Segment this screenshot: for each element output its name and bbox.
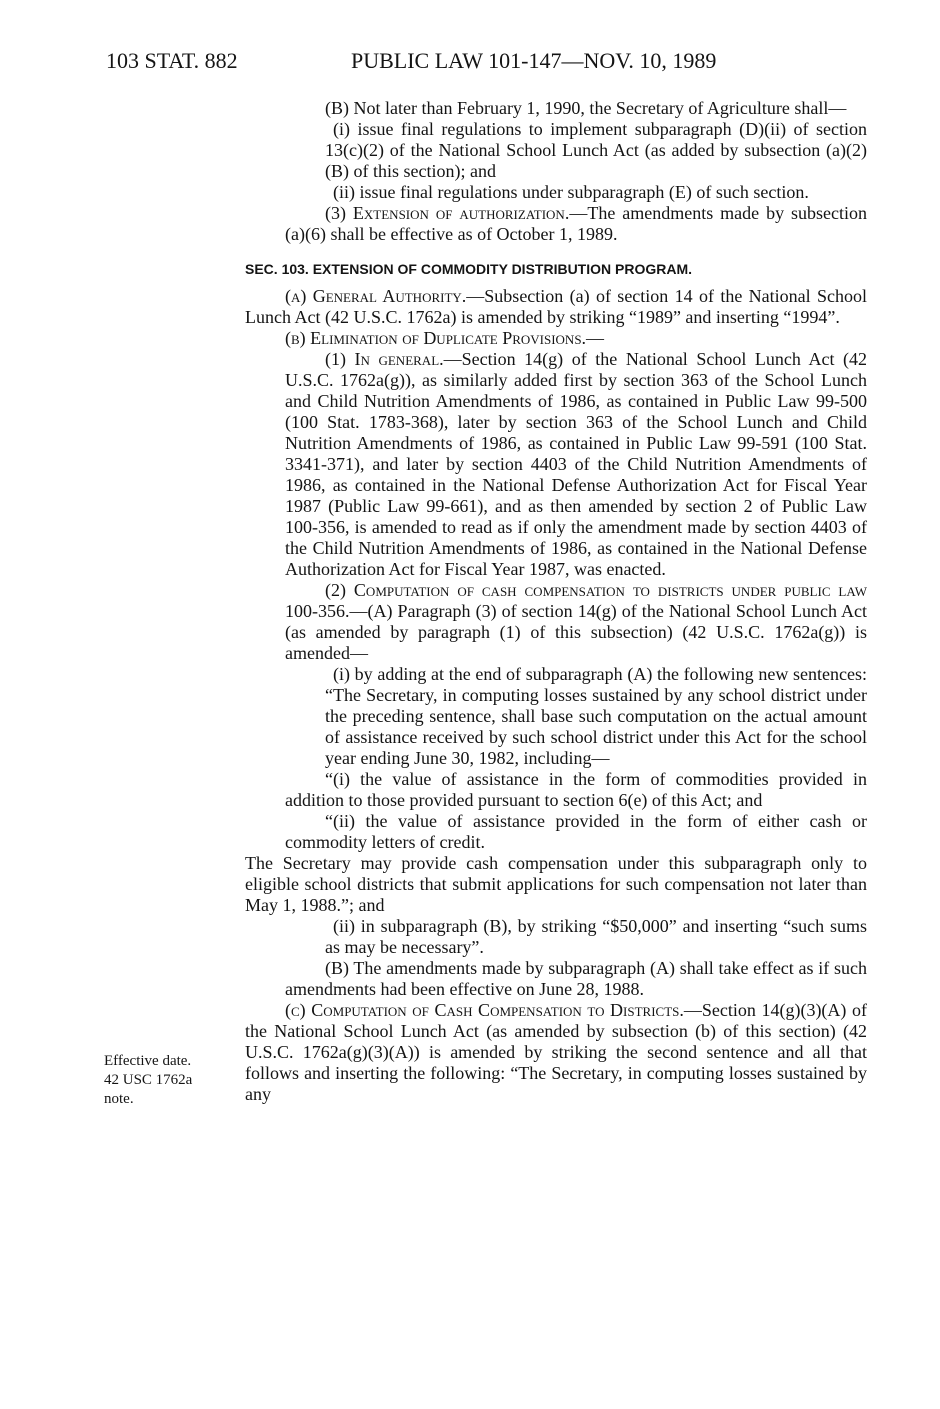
subsection-c-heading: (c) Computation of Cash Compensation to Districts. bbox=[285, 1000, 684, 1020]
paragraph-b1-text: —Section 14(g) of the National School Lunch Act (42 U.S.C. 1762a(g)), as similarly added first by section 363 of the School Lunch and Child Nutrition Amendments of 1986, as contained in Public Law 99-500 (100 Stat. 1783-368), later by section 363 of the School Lunch and Child Nutrition Amendments of 1986, as contained in Public Law 99-591 (100 Stat. 3341-371), and later by section 4403 of the Child Nutrition Amendments of 1986, as contained in the National Defense Authorization Act for Fiscal Year 1987 (Public Law 99-661), and as then amended by section 2 of Public Law 100-356, is amended to read as if only the amendment made by section 4403 of the Child Nutrition Amendments of 1986, as contained in the National Defense Authorization Act for Fiscal Year 1987, was enacted. bbox=[285, 349, 867, 579]
margin-note-line: 42 USC 1762a bbox=[104, 1072, 193, 1088]
paragraph-b1-heading: (1) In general. bbox=[325, 349, 444, 369]
quoted-clause-ii: “(ii) the value of assistance provided in the form of either cash or commodity letters of credit. bbox=[285, 811, 867, 852]
running-title: PUBLIC LAW 101-147—NOV. 10, 1989 bbox=[351, 48, 717, 73]
subsection-a-text: —Subsection (a) of section 14 of the National School Lunch Act (42 U.S.C. 1762a) is amended by striking “1989” and inserting “1994”. bbox=[245, 286, 868, 327]
paragraph-b2-heading: (2) Computation of cash compensation to districts under public law 100-356. bbox=[285, 580, 867, 621]
margin-note-line: Effective date. bbox=[104, 1053, 192, 1069]
quoted-tail: The Secretary may provide cash compensation under this subparagraph only to eligible school districts that submit applications for such compensation not later than May 1, 1988.”; and bbox=[245, 853, 867, 915]
page-header bbox=[0, 48, 940, 78]
quoted-clause-i: “(i) the value of assistance in the form of commodities provided in addition to those provided pursuant to section 6(e) of this Act; and bbox=[285, 769, 867, 810]
paragraph-3 bbox=[245, 203, 867, 245]
subsection-b-title: (b) Elimination of Duplicate Provisions.— bbox=[285, 328, 605, 348]
paragraph-3-text: —The amendments made by subsection (a)(6) shall be effective as of October 1, 1989. bbox=[285, 203, 867, 244]
clause-b2-ii: (ii) in subparagraph (B), by striking “$50,000” and inserting “such sums as may be necessary”. bbox=[325, 916, 867, 957]
paragraph-B: (B) Not later than February 1, 1990, the Secretary of Agriculture shall— bbox=[325, 98, 847, 118]
clause-ii: (ii) issue final regulations under subparagraph (E) of such section. bbox=[333, 182, 809, 202]
subsection-a-heading: (a) General Authority. bbox=[285, 286, 467, 306]
subparagraph-b2-B: (B) The amendments made by subparagraph (A) shall take effect as if such amendments had been effective on June 28, 1988. bbox=[285, 958, 867, 999]
clause-i: (i) issue final regulations to implement subparagraph (D)(ii) of section 13(c)(2) of the National School Lunch Act (as added by subsection (a)(2)(B) of this section); and bbox=[325, 119, 867, 181]
section-heading: SEC. 103. EXTENSION OF COMMODITY DISTRIBUTION PROGRAM. bbox=[245, 261, 693, 277]
subsection-c bbox=[245, 1000, 867, 1105]
subsection-b-heading bbox=[245, 328, 867, 349]
margin-note-line: note. bbox=[104, 1091, 134, 1107]
paragraph-3-heading: (3) Extension of authorization. bbox=[325, 203, 570, 223]
subsection-c-text: —Section 14(g)(3)(A) of the National School Lunch Act (as amended by subsection (b) of this section) (42 U.S.C. 1762a(g)(3)(A)) is amended by striking the second sentence and all that follows and inserting the following: “The Secretary, in computing losses sustained by any bbox=[245, 1000, 867, 1104]
paragraph-b2-text: —(A) Paragraph (3) of section 14(g) of the National School Lunch Act (as amended by paragraph (1) of this subsection) (42 U.S.C. 1762a(g)) is amended— bbox=[285, 601, 867, 663]
paragraph-b2 bbox=[245, 580, 867, 664]
margin-note bbox=[104, 1052, 192, 1109]
body-text bbox=[245, 98, 867, 1105]
subsection-a bbox=[245, 286, 867, 328]
paragraph-b1 bbox=[245, 349, 867, 580]
clause-b2-i: (i) by adding at the end of subparagraph (A) the following new sentences: “The Secretary, in computing losses sustained by any school district under the preceding sentence, shall base such computation on the actual amount of assistance received by such school district under this Act for the school year ending June 30, 1982, including— bbox=[325, 664, 867, 768]
stat-page-number: 103 STAT. 882 bbox=[106, 48, 238, 73]
